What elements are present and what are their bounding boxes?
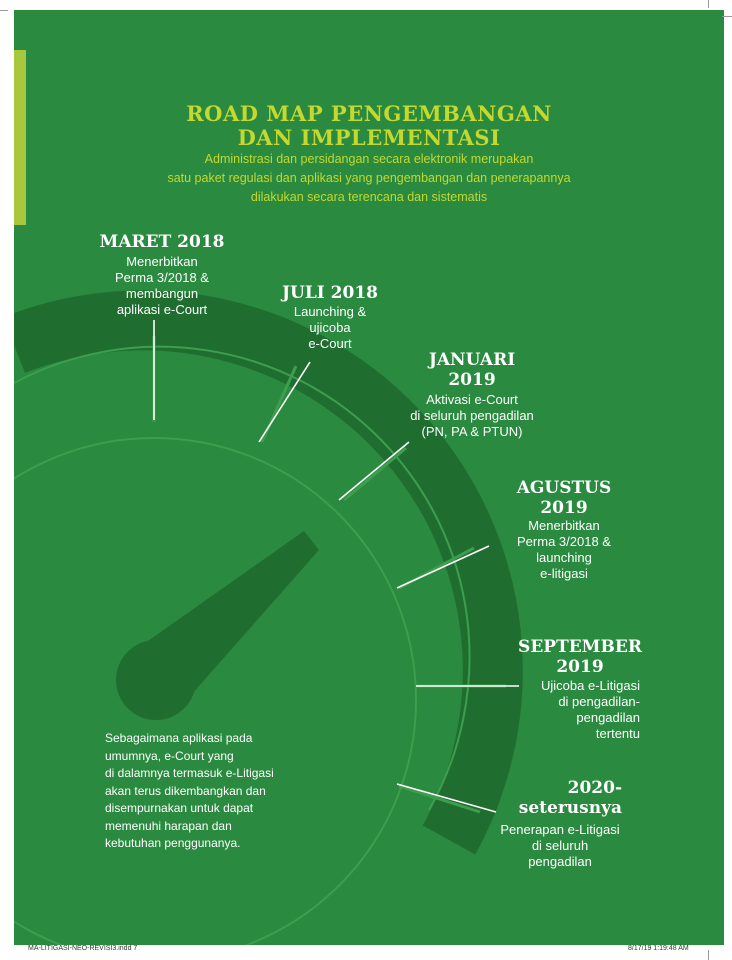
milestone-desc-line: pengadilan (528, 854, 592, 869)
note-line: disempurnakan untuk dapat (105, 801, 254, 815)
milestone-title-line: seterusnya (518, 798, 622, 818)
milestone-desc-line: launching (536, 550, 592, 565)
subtitle-line: Administrasi dan persidangan secara elektronik merupakan (204, 152, 534, 166)
milestone-maret-2018-title (72, 232, 252, 252)
crop-mark (708, 950, 709, 960)
note-line: di dalamnya termasuk e-Litigasi (105, 766, 274, 780)
gauge-inner-circle (14, 438, 416, 945)
note-line: umumnya, e-Court yang (105, 748, 234, 763)
milestone-desc-line: Menerbitkan (126, 254, 198, 269)
milestone-2020-title (460, 778, 622, 818)
milestone-title-line: AGUSTUS (516, 478, 612, 498)
page-title (14, 102, 724, 150)
milestone-title-line: JULI 2018 (281, 283, 378, 303)
milestone-agustus-2019-desc (484, 518, 644, 582)
milestone-title-line: 2019 (448, 370, 496, 390)
milestone-desc-line: membangun (125, 286, 199, 301)
milestone-desc-line: Perma 3/2018 & (115, 270, 209, 285)
milestone-title-line: SEPTEMBER (518, 637, 642, 657)
note-line: memenuhi harapan dan (105, 818, 232, 833)
milestone-title-line: 2019 (540, 498, 588, 518)
milestone-desc-line: Penerapan e-Litigasi (500, 822, 620, 837)
milestone-desc-line: di seluruh (531, 838, 589, 853)
milestone-september-2019-desc (480, 678, 640, 742)
milestone-juli-2018-title (250, 283, 410, 303)
milestone-desc-line: aplikasi e-Court (116, 302, 208, 317)
milestone-september-2019-title (500, 637, 660, 677)
milestone-desc-line: (PN, PA & PTUN) (421, 424, 523, 439)
footer-timestamp: 8/17/19 1:19:48 AM (628, 945, 689, 952)
milestone-desc-line: e-litigasi (540, 566, 588, 581)
milestone-januari-2019-title (392, 350, 552, 390)
milestone-juli-2018-desc (250, 304, 410, 352)
milestone-title-line: 2020- (567, 778, 622, 798)
crop-mark (708, 0, 709, 8)
milestone-desc-line: Aktivasi e-Court (426, 392, 518, 407)
milestone-desc-line: di seluruh pengadilan (410, 408, 534, 423)
milestone-desc-line: Perma 3/2018 & (517, 534, 611, 549)
milestone-desc-line: e-Court (308, 336, 352, 351)
crop-mark (722, 16, 732, 17)
milestone-title-line: JANUARI (428, 350, 516, 370)
milestone-2020-desc (480, 822, 640, 870)
note-line: akan terus dikembangkan dan (105, 783, 266, 798)
milestone-desc-line: pengadilan (576, 710, 640, 725)
milestone-agustus-2019-title (484, 478, 644, 518)
milestone-januari-2019-desc (382, 392, 562, 440)
milestone-title-line: 2019 (556, 657, 604, 677)
subtitle-line: satu paket regulasi dan aplikasi yang pengembangan dan penerapannya (167, 171, 571, 185)
milestone-desc-line: di pengadilan- (558, 694, 640, 709)
milestone-maret-2018-desc (72, 254, 252, 318)
subtitle-line: dilakukan secara terencana dan sistematis (250, 190, 488, 204)
title-line: DAN IMPLEMENTASI (237, 125, 501, 150)
page-subtitle (14, 150, 724, 207)
milestone-title-line: MARET 2018 (99, 232, 225, 252)
gauge-hub (116, 640, 196, 720)
title-line: ROAD MAP PENGEMBANGAN (186, 101, 552, 126)
footer-filename: MA-LITIGASI-NEO-REVISI3.indd 7 (28, 945, 138, 952)
milestone-desc-line: ujicoba (309, 320, 351, 335)
milestone-desc-line: Menerbitkan (528, 518, 600, 533)
crop-mark (0, 10, 8, 11)
closing-note (105, 730, 325, 853)
milestone-desc-line: Ujicoba e-Litigasi (541, 678, 640, 693)
milestone-desc-line: Launching & (293, 304, 367, 319)
note-line: kebutuhan penggunanya. (105, 836, 241, 850)
milestone-desc-line: tertentu (595, 726, 640, 741)
infographic-page (14, 10, 724, 945)
note-line: Sebagaimana aplikasi pada (105, 731, 253, 745)
